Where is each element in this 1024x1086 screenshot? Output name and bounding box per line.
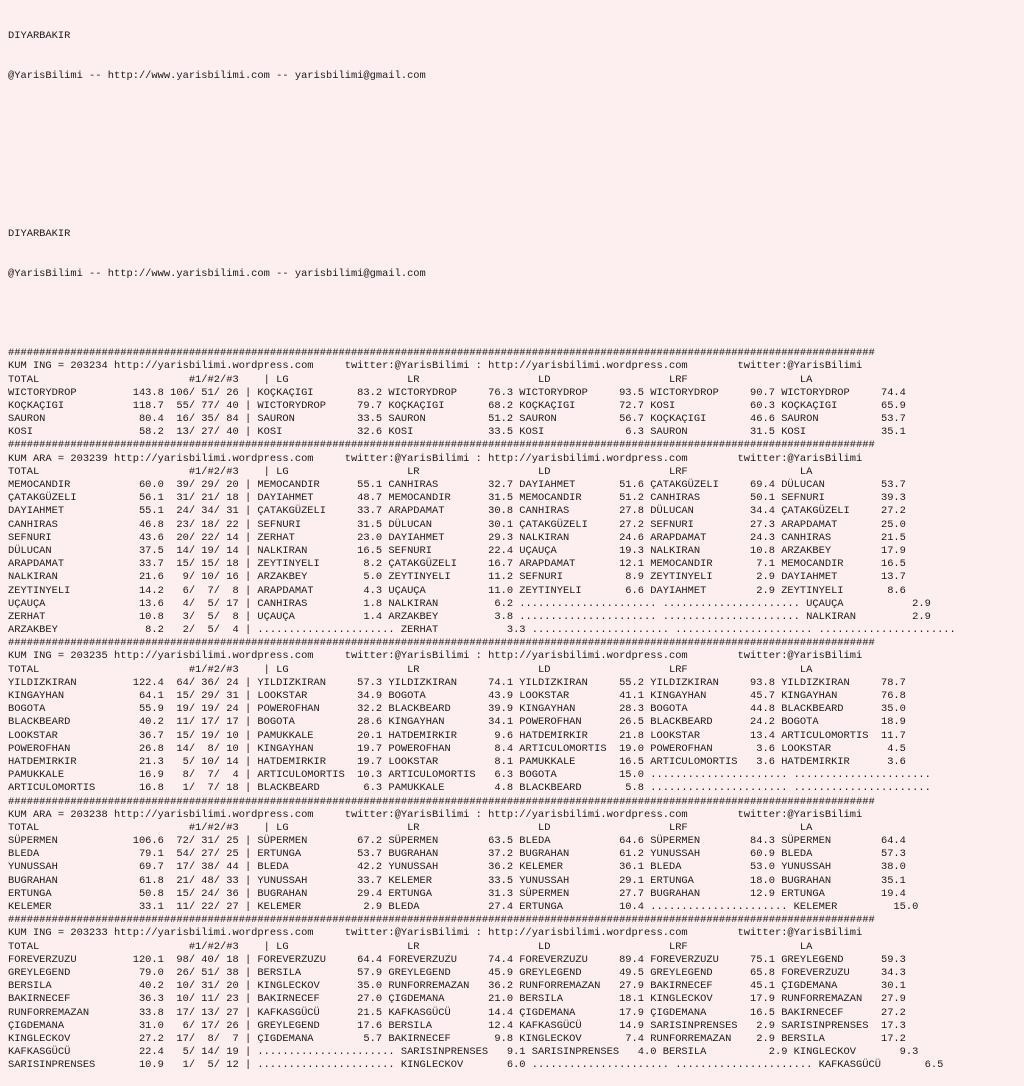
column-header: TOTAL #1/#2/#3 | LG LR LD LRF LA [8,373,813,386]
separator-line: ########################################################################################################################################### [8,795,875,808]
race-block [8,796,1024,915]
table-row: YILDIZKIRAN 122.4 64/ 36/ 24 | YILDIZKIRAN 57.3 YILDIZKIRAN 74.1 YILDIZKIRAN 55.2 YILDIZKIRAN 93.8 YILDIZKIRAN 78.7 [8,676,906,689]
city-title: DIYARBAKIR [8,30,71,43]
table-row: ARAPDAMAT 33.7 15/ 15/ 18 | ZEYTINYELI 8.2 ÇATAKGÜZELI 16.7 ARAPDAMAT 12.1 MEMOCANDIR 7.1 MEMOCANDIR 16.5 [8,558,906,571]
table-row: HATDEMIRKIR 21.3 5/ 10/ 14 | HATDEMIRKIR 19.7 LOOKSTAR 8.1 PAMUKKALE 16.5 ARTICULOMORTIS 3.6 HATDEMIRKIR 3.6 [8,755,906,768]
column-header: TOTAL #1/#2/#3 | LG LR LD LRF LA [8,465,813,478]
race-block [8,439,1024,637]
table-row: DAYIAHMET 55.1 24/ 34/ 31 | ÇATAKGÜZELI 33.7 ARAPDAMAT 30.8 CANHIRAS 27.8 DÜLUCAN 34.4 ÇATAKGÜZELI 27.2 [8,505,906,518]
table-row: YUNUSSAH 69.7 17/ 38/ 44 | BLEDA 42.2 YUNUSSAH 36.2 KELEMER 36.1 BLEDA 53.0 YUNUSSAH 38.0 [8,861,906,874]
column-header: TOTAL #1/#2/#3 | LG LR LD LRF LA [8,821,813,834]
table-row: KOSI 58.2 13/ 27/ 40 | KOSI 32.6 KOSI 33.5 KOSI 6.3 SAURON 31.5 KOSI 35.1 [8,426,906,439]
blank-line [8,308,1024,321]
table-row: LOOKSTAR 36.7 15/ 19/ 10 | PAMUKKALE 20.1 HATDEMIRKIR 9.6 HATDEMIRKIR 21.8 LOOKSTAR 13.4 ARTICULOMORTIS 11.7 [8,729,906,742]
table-row: KELEMER 33.1 11/ 22/ 27 | KELEMER 2.9 BLEDA 27.4 ERTUNGA 10.4 ...................... KELEMER 15.0 [8,901,919,914]
table-row: BERSILA 40.2 10/ 31/ 20 | KINGLECKOV 35.0 RUNFORREMAZAN 36.2 RUNFORREMAZAN 27.9 BAKIRNECEF 45.1 ÇIGDEMANA 30.1 [8,980,906,993]
table-row: KOÇKAÇIGI 118.7 55/ 77/ 40 | WICTORYDROP 79.7 KOÇKAÇIGI 68.2 KOÇKAÇIGI 72.7 KOSI 60.3 KOÇKAÇIGI 65.9 [8,399,906,412]
table-row: KINGAYHAN 64.1 15/ 29/ 31 | LOOKSTAR 34.9 BOGOTA 43.9 LOOKSTAR 41.1 KINGAYHAN 45.7 KINGAYHAN 76.8 [8,690,906,703]
table-row: PAMUKKALE 16.9 8/ 7/ 4 | ARTICULOMORTIS 10.3 ARTICULOMORTIS 6.3 BOGOTA 15.0 ...................... ...................... [8,769,931,782]
race-title: KUM ING = 203233 http://yarisbilimi.wordpress.com twitter:@YarisBilimi : http://yarisbilimi.wordpress.com twitter:@YarisBilimi [8,927,863,940]
table-row: BLEDA 79.1 54/ 27/ 25 | ERTUNGA 53.7 BUGRAHAN 37.2 BUGRAHAN 61.2 YUNUSSAH 60.9 BLEDA 57.3 [8,848,906,861]
table-row: POWEROFHAN 26.8 14/ 8/ 10 | KINGAYHAN 19.7 POWEROFHAN 8.4 ARTICULOMORTIS 19.0 POWEROFHAN 3.6 LOOKSTAR 4.5 [8,742,906,755]
city-title-repeat: DIYARBAKIR [8,228,71,241]
column-header: TOTAL #1/#2/#3 | LG LR LD LRF LA [8,940,813,953]
table-row: ARTICULOMORTIS 16.8 1/ 7/ 18 | BLACKBEARD 6.3 PAMUKKALE 4.8 BLACKBEARD 5.8 ...................... ...................... [8,782,931,795]
table-row: GREYLEGEND 79.0 26/ 51/ 38 | BERSILA 57.9 GREYLEGEND 45.9 GREYLEGEND 49.5 GREYLEGEND 65.8 FOREVERZUZU 34.3 [8,966,906,979]
table-row: SARISINPRENSES 10.9 1/ 5/ 12 | ...................... KINGLECKOV 6.0 ...................... ...................... KAFKASGÜCÜ 6.5 [8,1059,944,1072]
blank-line [8,110,1024,123]
separator-line: ########################################################################################################################################### [8,914,875,927]
table-row: BLACKBEARD 40.2 11/ 17/ 17 | BOGOTA 28.6 KINGAYHAN 34.1 POWEROFHAN 26.5 BLACKBEARD 24.2 BOGOTA 18.9 [8,716,906,729]
table-row: BOGOTA 55.9 19/ 19/ 24 | POWEROFHAN 32.2 BLACKBEARD 39.9 KINGAYHAN 28.3 BOGOTA 44.8 BLACKBEARD 35.0 [8,703,906,716]
table-row: CANHIRAS 46.8 23/ 18/ 22 | SEFNURI 31.5 DÜLUCAN 30.1 ÇATAKGÜZELI 27.2 SEFNURI 27.3 ARAPDAMAT 25.0 [8,518,906,531]
race-block [8,347,1024,439]
race-title: KUM ARA = 203238 http://yarisbilimi.wordpress.com twitter:@YarisBilimi : http://yarisbilimi.wordpress.com twitter:@YarisBilimi [8,808,863,821]
table-row: KAFKASGÜCÜ 22.4 5/ 14/ 19 | ...................... SARISINPRENSES 9.1 SARISINPRENSES 4.0 BERSILA 2.9 KINGLECKOV 9.3 [8,1046,919,1059]
credit-line: @YarisBilimi -- http://www.yarisbilimi.com -- yarisbilimi@gmail.com [8,70,426,82]
table-row: UÇAUÇA 13.6 4/ 5/ 17 | CANHIRAS 1.8 NALKIRAN 6.2 ...................... ...................... UÇAUÇA 2.9 [8,597,931,610]
blank-line [8,189,1024,202]
separator-line: ########################################################################################################################################### [8,637,875,650]
race-block [8,914,1024,1072]
race-tables [8,347,1024,1072]
table-row: SAURON 80.4 16/ 35/ 84 | SAURON 33.5 SAURON 51.2 SAURON 56.7 KOÇKAÇIGI 46.6 SAURON 53.7 [8,413,906,426]
table-row: KINGLECKOV 27.2 17/ 8/ 7 | ÇIGDEMANA 5.7 BAKIRNECEF 9.8 KINGLECKOV 7.4 RUNFORREMAZAN 2.9 BERSILA 17.2 [8,1032,906,1045]
table-row: ARZAKBEY 8.2 2/ 5/ 4 | ...................... ZERHAT 3.3 ...................... ...................... ...................... [8,624,956,637]
race-title: KUM ING = 203235 http://yarisbilimi.wordpress.com twitter:@YarisBilimi : http://yarisbilimi.wordpress.com twitter:@YarisBilimi [8,650,863,663]
blank-line [8,149,1024,162]
table-row: ZEYTINYELI 14.2 6/ 7/ 8 | ARAPDAMAT 4.3 UÇAUÇA 11.0 ZEYTINYELI 6.6 DAYIAHMET 2.9 ZEYTINYELI 8.6 [8,584,906,597]
table-row: WICTORYDROP 143.8 106/ 51/ 26 | KOÇKAÇIGI 83.2 WICTORYDROP 76.3 WICTORYDROP 93.5 WICTORYDROP 90.7 WICTORYDROP 74.4 [8,386,906,399]
separator-line: ########################################################################################################################################### [8,439,875,452]
race-title: KUM ING = 203234 http://yarisbilimi.wordpress.com twitter:@YarisBilimi : http://yarisbilimi.wordpress.com twitter:@YarisBilimi [8,360,863,373]
table-row: SÜPERMEN 106.6 72/ 31/ 25 | SÜPERMEN 67.2 SÜPERMEN 63.5 BLEDA 64.6 SÜPERMEN 84.3 SÜPERMEN 64.4 [8,835,906,848]
table-row: BUGRAHAN 61.8 21/ 48/ 33 | YUNUSSAH 33.7 KELEMER 33.5 YUNUSSAH 29.1 ERTUNGA 18.0 BUGRAHAN 35.1 [8,874,906,887]
column-header: TOTAL #1/#2/#3 | LG LR LD LRF LA [8,663,813,676]
table-row: DÜLUCAN 37.5 14/ 19/ 14 | NALKIRAN 16.5 SEFNURI 22.4 UÇAUÇA 19.3 NALKIRAN 10.8 ARZAKBEY 17.9 [8,544,906,557]
table-row: ÇATAKGÜZELI 56.1 31/ 21/ 18 | DAYIAHMET 48.7 MEMOCANDIR 31.5 MEMOCANDIR 51.2 CANHIRAS 50.1 SEFNURI 39.3 [8,492,906,505]
race-title: KUM ARA = 203239 http://yarisbilimi.wordpress.com twitter:@YarisBilimi : http://yarisbilimi.wordpress.com twitter:@YarisBilimi [8,452,863,465]
table-row: MEMOCANDIR 60.0 39/ 29/ 20 | MEMOCANDIR 55.1 CANHIRAS 32.7 DAYIAHMET 51.6 ÇATAKGÜZELI 69.4 DÜLUCAN 53.7 [8,479,906,492]
credit-line-repeat: @YarisBilimi -- http://www.yarisbilimi.com -- yarisbilimi@gmail.com [8,267,426,280]
table-row: SEFNURI 43.6 20/ 22/ 14 | ZERHAT 23.0 DAYIAHMET 29.3 NALKIRAN 24.6 ARAPDAMAT 24.3 CANHIRAS 21.5 [8,531,906,544]
race-block [8,637,1024,795]
table-row: FOREVERZUZU 120.1 98/ 40/ 18 | FOREVERZUZU 64.4 FOREVERZUZU 74.4 FOREVERZUZU 89.4 FOREVERZUZU 75.1 GREYLEGEND 59.3 [8,953,906,966]
table-row: RUNFORREMAZAN 33.8 17/ 13/ 27 | KAFKASGÜCÜ 21.5 KAFKASGÜCÜ 14.4 ÇIGDEMANA 17.9 ÇIGDEMANA 16.5 BAKIRNECEF 27.2 [8,1006,906,1019]
table-row: ZERHAT 10.8 3/ 5/ 8 | UÇAUÇA 1.4 ARZAKBEY 3.8 ...................... ...................... NALKIRAN 2.9 [8,610,931,623]
table-row: ERTUNGA 50.8 15/ 24/ 36 | BUGRAHAN 29.4 ERTUNGA 31.3 SÜPERMEN 27.7 BUGRAHAN 12.9 ERTUNGA 19.4 [8,887,906,900]
table-row: ÇIGDEMANA 31.0 6/ 17/ 26 | GREYLEGEND 17.6 BERSILA 12.4 KAFKASGÜCÜ 14.9 SARISINPRENSES 2.9 SARISINPRENSES 17.3 [8,1019,906,1032]
table-row: BAKIRNECEF 36.3 10/ 11/ 23 | BAKIRNECEF 27.0 ÇIGDEMANA 21.0 BERSILA 18.1 KINGLECKOV 17.9 RUNFORREMAZAN 27.9 [8,993,906,1006]
separator-line: ########################################################################################################################################### [8,347,875,360]
table-row: NALKIRAN 21.6 9/ 10/ 16 | ARZAKBEY 5.0 ZEYTINYELI 11.2 SEFNURI 8.9 ZEYTINYELI 2.9 DAYIAHMET 13.7 [8,571,906,584]
